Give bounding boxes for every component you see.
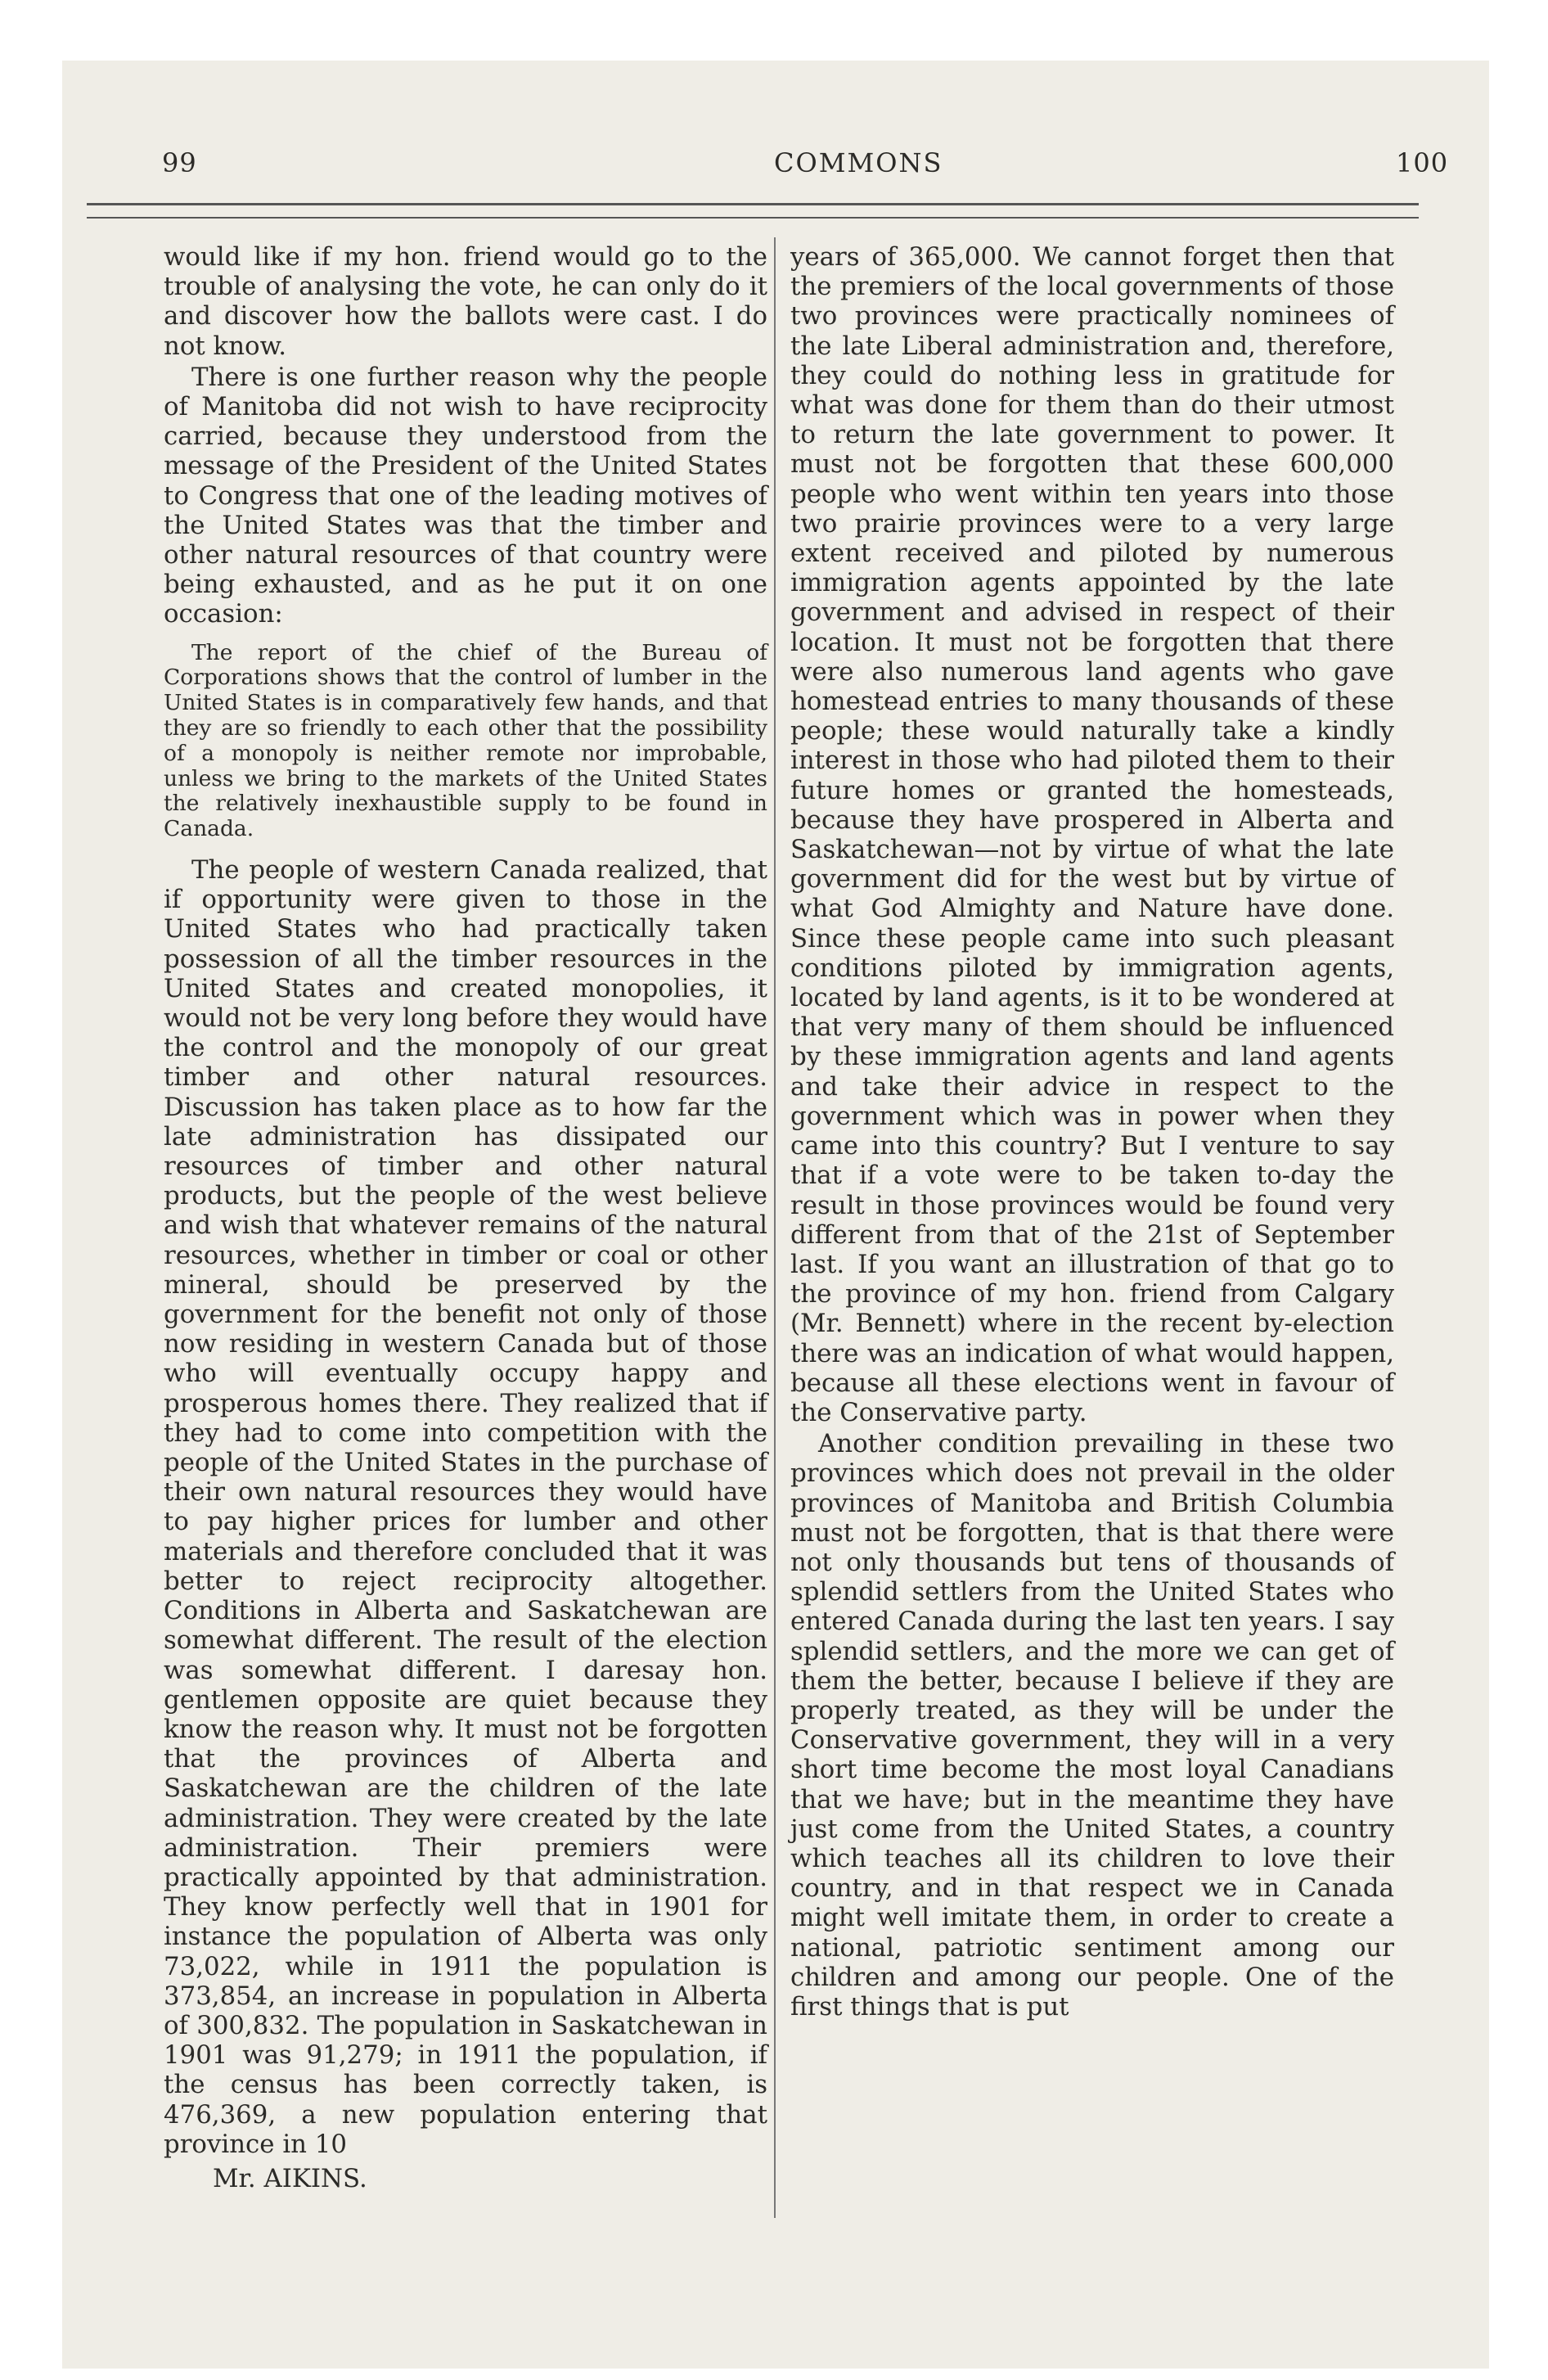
page-header	[87, 85, 1449, 178]
paragraph: Another condition prevailing in these two provinces which does not prevail in the older provinces of Manitoba and British Columbia must not be forgotten, that is that there were not only thousands but tens of thousands of splendid settlers from the United States who entered Canada during the last ten years. I say splendid settlers, and the more we can get of them the better, because I believe if they are properly treated, as they will be under the Conservative government, they will in a very short time become the most loyal Canadians that we have; but in the meantime they have just come from the United States, a country which teaches all its children to love their country, and in that respect we in Canada might well imitate them, in order to create a national, patriotic sentiment among our children and among our people. One of the first things that is put	[790, 1429, 1394, 2022]
block-quote: The report of the chief of the Bureau of Corporations shows that the control of lumber in the United States is in comparatively few hands, and that they are so friendly to each other that the possibility of a monopoly is neither remote nor improbable, unless we bring to the markets of the United States the relatively inexhaustible supply to be found in Canada.	[164, 639, 767, 842]
paragraph: The people of western Canada realized, that if opportunity were given to those in the United States who had practically taken possession of all the timber resources in the United States and created monopolies, it would not be very long before they would have the control and the monopoly of our great timber and other natural resources. Discussion has taken place as to how far the late administration has dissipated our resources of timber and other natural products, but the people of the west believe and wish that whatever remains of the natural resources, whether in timber or coal or other mineral, should be preserved by the government for the benefit not only of those now residing in western Canada but of those who will eventually occupy happy and prosperous homes there. They realized that if they had to come into competition with the people of the United States in the purchase of their own natural resources they would have to pay higher prices for lumber and other materials and therefore concluded that it was better to reject reciprocity altogether. Conditions in Alberta and Saskatchewan are somewhat different. The result of the election was somewhat different. I daresay hon. gentlemen opposite are quiet because they know the reason why. It must not be forgotten that the provinces of Alberta and Saskatchewan are the children of the late administration. They were created by the late administration. Their premiers were practically appointed by that administration. They know perfectly well that in 1901 for instance the population of Alberta was only 73,022, while in 1911 the population is 373,854, an increase in population in Alberta of 300,832. The population in Saskatchewan in 1901 was 91,279; in 1911 the population, if the census has been correctly taken, is 476,369, a new population entering that province in 10	[164, 855, 767, 2159]
right-column	[790, 242, 1394, 2022]
paragraph: There is one further reason why the people of Manitoba did not wish to have reciprocity carried, because they understood from the message of the President of the United States to Congress that one of the leading motives of the United States was that the timber and other natural resources of that country were being exhausted, and as he put it on one occasion:	[164, 362, 767, 629]
paragraph: would like if my hon. friend would go to the trouble of analysing the vote, he can only do it and discover how the ballots were cast. I do not know.	[164, 242, 767, 361]
left-column	[164, 242, 767, 2193]
header-double-rule	[87, 203, 1419, 219]
page-number-right: 100	[1396, 147, 1449, 178]
speaker-signature: Mr. AIKINS.	[213, 2163, 367, 2193]
page-number-left: 99	[162, 147, 197, 178]
running-head: COMMONS	[774, 147, 943, 178]
column-divider	[774, 237, 776, 2218]
paragraph: years of 365,000. We cannot forget then that the premiers of the local governments of those two provinces were practically nominees of the late Liberal administration and, therefore, they could do nothing less in gratitude for what was done for them than do their utmost to return the late government to power. It must not be forgotten that these 600,000 people who went within ten years into those two prairie provinces were to a very large extent received and piloted by numerous immigration agents appointed by the late government and advised in respect of their location. It must not be forgotten that there were also numerous land agents who gave homestead entries to many thousands of these people; these would naturally take a kindly interest in those who had piloted them to their future homes or granted the homesteads, because they have prospered in Alberta and Saskatchewan—not by virtue of what the late government did for the west but by virtue of what God Almighty and Nature have done. Since these people came into such pleasant conditions piloted by immigration agents, located by land agents, is it to be wondered at that very many of them should be influenced by these immigration agents and land agents and take their advice in respect to the government which was in power when they came into this country? But I venture to say that if a vote were to be taken to-day the result in those provinces would be found very different from that of the 21st of September last. If you want an illustration of that go to the province of my hon. friend from Calgary (Mr. Bennett) where in the recent by-election there was an indication of what would happen, because all these elections went in favour of the Conservative party.	[790, 242, 1394, 1427]
